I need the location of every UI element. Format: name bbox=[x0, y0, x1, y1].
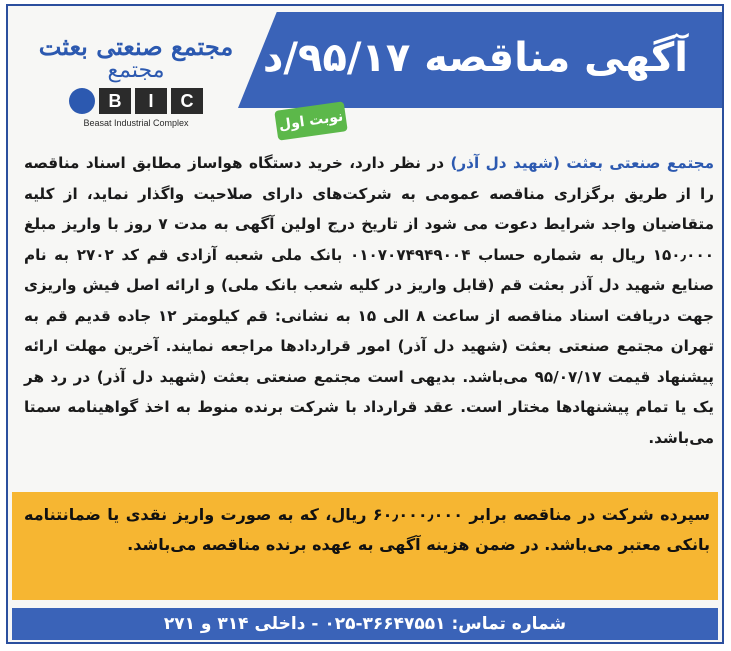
company-name: مجتمع صنعتی بعثت (شهید دل آذر) bbox=[450, 154, 714, 172]
logo-letter-c: C bbox=[171, 88, 203, 114]
logo-letter-i: I bbox=[135, 88, 167, 114]
deposit-text: سپرده شرکت در مناقصه برابر ۶۰٫۰۰۰٫۰۰۰ ریال، که به صورت واریز نقدی یا ضمانتنامه بانکی معتبر می‌باشد. در ضمن هزینه آگهی به عهده برنده مناقصه می‌باشد. bbox=[24, 505, 711, 554]
contact-number: شماره تماس: ۳۶۶۴۷۵۵۱-۰۲۵ - داخلی ۳۱۴ و ۲۷۱ bbox=[163, 614, 567, 634]
logo-letter-b: B bbox=[99, 88, 131, 114]
ad-title: آگهی مناقصه ۹۵/۱۷/د bbox=[262, 35, 688, 81]
logo-script-line1: مجتمع صنعتی بعثت bbox=[38, 32, 234, 61]
logo-dot-icon bbox=[69, 88, 95, 114]
company-logo bbox=[36, 34, 236, 144]
logo-mark bbox=[61, 88, 211, 116]
logo-script-line2: مجتمع bbox=[107, 58, 165, 83]
ad-body-text: در نظر دارد، خرید دستگاه هواساز مطابق اسناد مناقصه را از طریق برگزاری مناقصه عمومی به شرکت‌های دارای صلاحیت واگذار نماید، از کلیه متقاضیان واجد شرایط دعوت می شود از تاریخ درج اولین آگهی به مدت ۷ روز با واریز مبلغ ۱۵۰٫۰۰۰ ریال به شماره حساب ۰۱۰۷۰۷۴۹۴۹۰۰۴ بانک ملی شعبه آزادی قم کد ۲۷۰۲ به نام صنایع شهید دل آذر بعثت قم (قابل واریز در کلیه شعب بانک ملی) و ارائه اصل فیش واریزی جهت دریافت اسناد مناقصه از ساعت ۸ الی ۱۵ به نشانی: قم کیلومتر ۱۲ جاده قدیم قم به تهران مجتمع صنعتی بعثت (شهید دل آذر) امور قراردادها مراجعه نمایند. آخرین مهلت ارائه پیشنهاد قیمت ۹۵/۰۷/۱۷ می‌باشد. بدیهی است مجتمع صنعتی بعثت (شهید دل آذر) در رد هر یک یا تمام پیشنهادها مختار است. عقد قرارداد با شرکت برنده منوط به اخذ گواهینامه سمتا می‌باشد. bbox=[24, 154, 714, 447]
first-round-badge: نوبت اول bbox=[274, 101, 347, 140]
tender-ad bbox=[6, 4, 724, 644]
logo-subtitle: Beasat Industrial Complex bbox=[83, 118, 189, 128]
ad-body bbox=[24, 148, 714, 453]
